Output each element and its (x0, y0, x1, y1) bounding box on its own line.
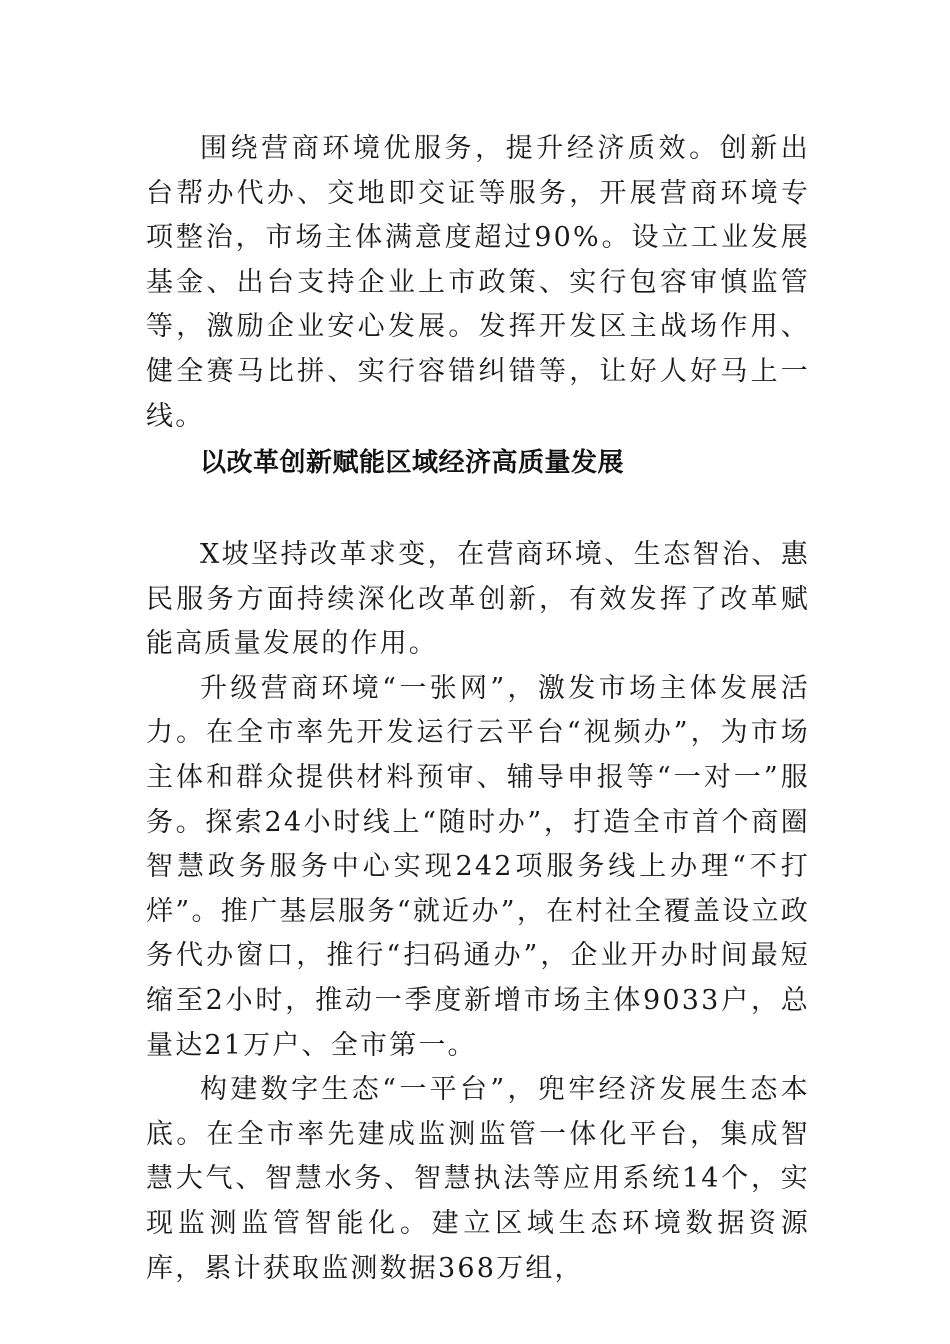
intro-paragraph: 围绕营商环境优服务，提升经济质效。创新出台帮办代办、交地即交证等服务，开展营商环境专项整治，市场主体满意度超过90%。设立工业发展基金、出台支持企业上市政策、实行包容审慎监管等，激励企业安心发展。发挥开发区主战场作用、健全赛马比拼、实行容错纠错等，让好人好马上一线。 (146, 133, 810, 432)
paragraph-overview: X坡坚持改革求变，在营商环境、生态智治、惠民服务方面持续深化改革创新，有效发挥了改革赋能高质量发展的作用。 (146, 539, 810, 660)
section-body (146, 533, 810, 1291)
paragraph-business-environment: 升级营商环境“一张网”，激发市场主体发展活力。在全市率先开发运行云平台“视频办”，为市场主体和群众提供材料预审、辅导申报等“一对一”服务。探索24小时线上“随时办”，打造全市首个商圈智慧政务服务中心实现242项服务线上办理“不打烊”。推广基层服务“就近办”，在村社全覆盖设立政务代办窗口，推行“扫码通办”，企业开办时间最短缩至2小时，推动一季度新增市场主体9033户，总量达21万户、全市第一。 (146, 672, 810, 1061)
paragraph-digital-ecology: 构建数字生态“一平台”，兜牢经济发展生态本底。在全市率先建成监测监管一体化平台，集成智慧大气、智慧水务、智慧执法等应用系统14个，实现监测监管智能化。建立区域生态环境数据资源库，累计获取监测数据368万组， (146, 1074, 810, 1284)
intro-block (146, 127, 810, 439)
section-heading: 以改革创新赋能区域经济高质量发展 (200, 448, 625, 478)
